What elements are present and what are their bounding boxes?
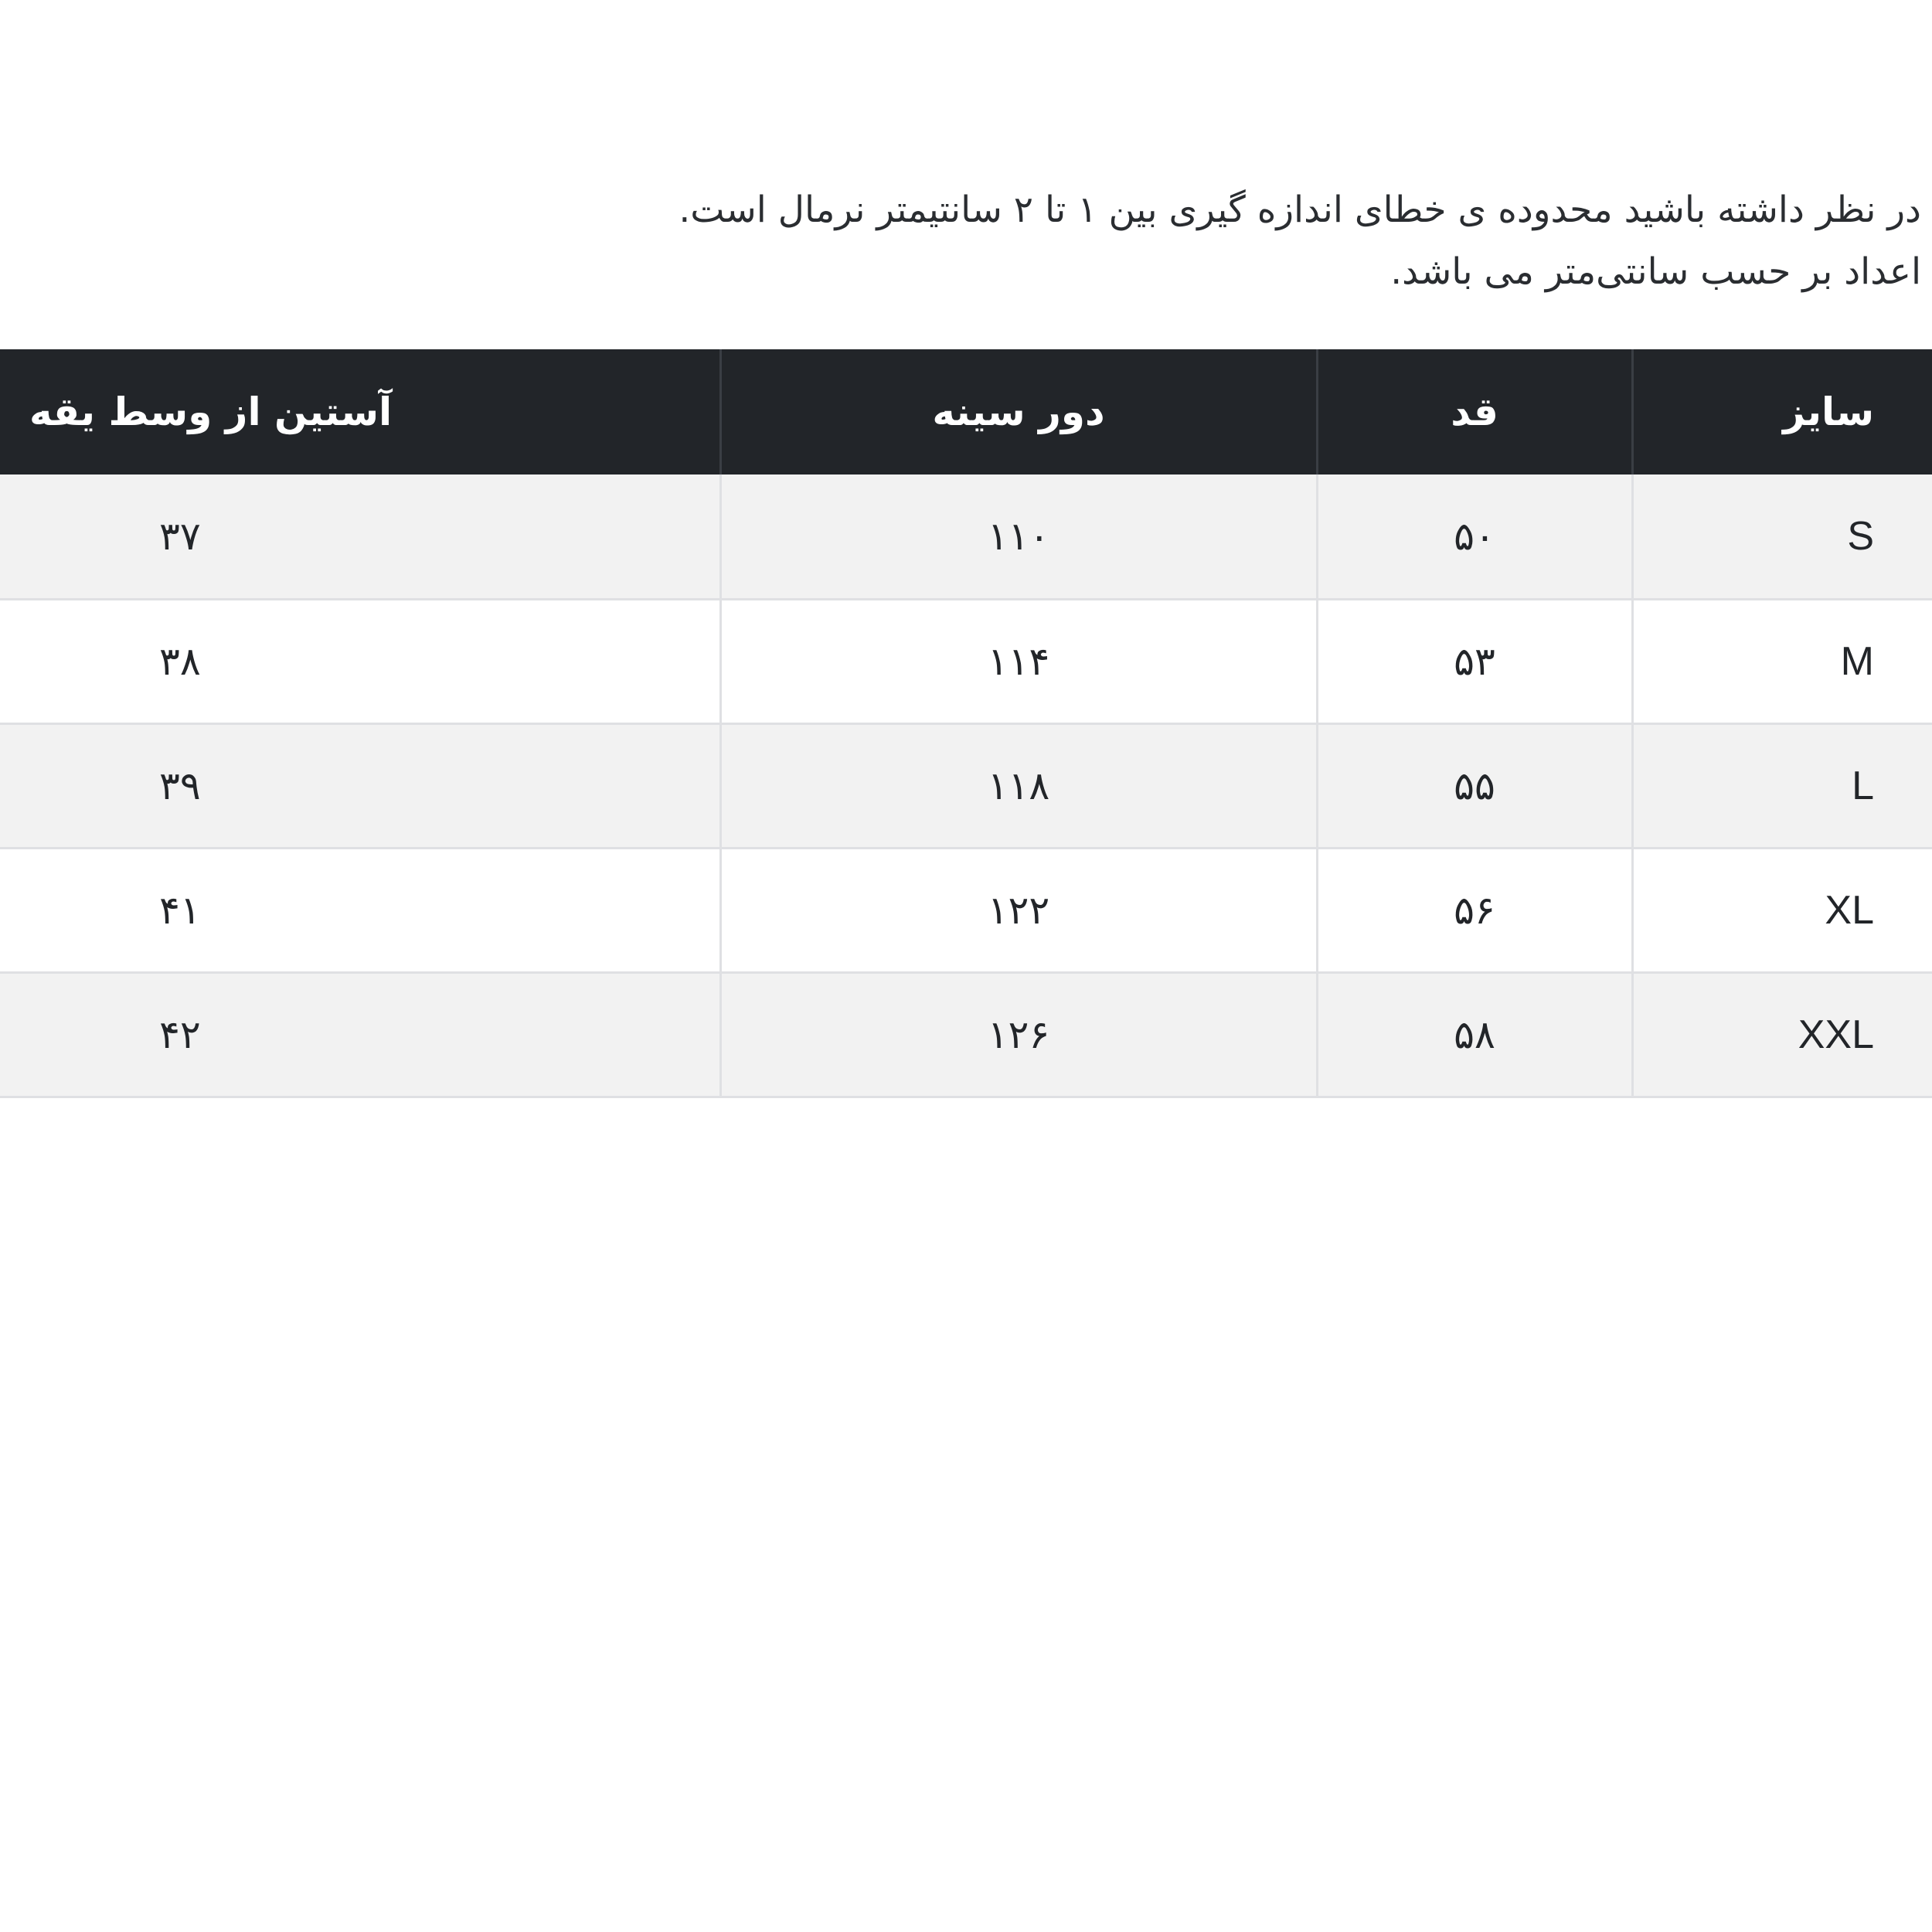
size-chart-table xyxy=(0,349,1932,1098)
table-row xyxy=(0,599,1932,723)
cell-size: M xyxy=(1632,599,1932,723)
header-sleeve: آستین از وسط یقه xyxy=(29,389,393,434)
cell-size: S xyxy=(1632,474,1932,599)
cell-length: ۵۳ xyxy=(1317,599,1632,723)
note-measurement-tolerance: در نظر داشته باشید محدوده ی خطای اندازه گیری بین ۱ تا ۲ سانتیمتر نرمال است. xyxy=(679,189,1921,231)
cell-size: L xyxy=(1632,723,1932,848)
header-length: قد xyxy=(1317,349,1632,474)
table-header xyxy=(0,349,1932,474)
cell-sleeve: ۳۸ xyxy=(159,638,201,684)
cell-chest: ۱۱۸ xyxy=(720,723,1317,848)
table-row xyxy=(0,972,1932,1097)
header-size: سایز xyxy=(1632,349,1932,474)
measurement-notes xyxy=(20,179,1921,303)
note-units: اعداد بر حسب سانتی‌متر می باشد. xyxy=(1390,250,1921,293)
cell-chest: ۱۲۶ xyxy=(720,972,1317,1097)
cell-sleeve: ۴۱ xyxy=(159,887,201,933)
cell-size: XL xyxy=(1632,848,1932,972)
table-row xyxy=(0,723,1932,848)
table-row xyxy=(0,474,1932,599)
cell-sleeve: ۳۷ xyxy=(159,513,201,559)
cell-size: XXL xyxy=(1632,972,1932,1097)
cell-length: ۵۸ xyxy=(1317,972,1632,1097)
cell-chest: ۱۱۴ xyxy=(720,599,1317,723)
cell-length: ۵۵ xyxy=(1317,723,1632,848)
table-row xyxy=(0,848,1932,972)
cell-length: ۵۰ xyxy=(1317,474,1632,599)
header-chest: دور سینه xyxy=(720,349,1317,474)
cell-sleeve: ۴۲ xyxy=(159,1012,201,1057)
cell-sleeve: ۳۹ xyxy=(159,763,201,808)
cell-chest: ۱۲۲ xyxy=(720,848,1317,972)
table-body xyxy=(0,474,1932,1097)
cell-length: ۵۶ xyxy=(1317,848,1632,972)
header-row xyxy=(0,349,1932,474)
cell-chest: ۱۱۰ xyxy=(720,474,1317,599)
